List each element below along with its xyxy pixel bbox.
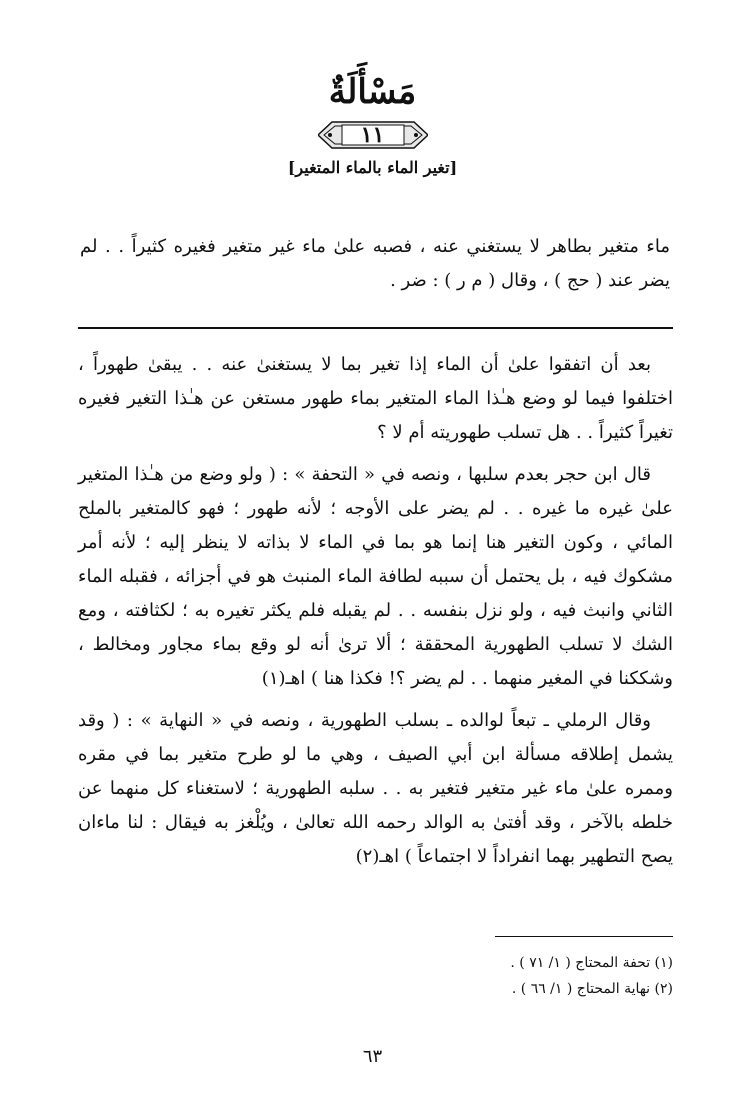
section-calligraphy-title: مَسْأَلَةٌ [328, 72, 417, 112]
commentary-body [78, 348, 673, 882]
issue-statement: ماء متغير بطاهر لا يستغني عنه ، فصبه علىٰ ماء غير متغير فغيره كثيراً . . لم يضر عند ( حج ) ، وقال ( م ر ) : ضر . [80, 236, 670, 291]
paragraph: وقال الرملي ـ تبعاً لوالده ـ بسلب الطهورية ، ونصه في « النهاية » : ( وقد يشمل إطلاقه مسألة ابن أبي الصيف ، وهي ما لو طرح متغير بما في مقره وممره علىٰ ماء غير متغير فتغير به . . سلبه الطهورية ؛ لاستغناء كل منهما عن خلطه بالآخر ، وقد أفتىٰ به الوالد رحمه الله تعالىٰ ، ويُلْغز به فيقال : لنا ماءان يصح التطهير بهما انفراداً لا اجتماعاً ) اهـ(٢) [78, 710, 673, 867]
page-number: ٦٣ [362, 1046, 383, 1067]
footnote: (١) تحفة المحتاج ( ١/ ٧١ ) . [510, 955, 673, 971]
ornamental-number-frame [318, 118, 428, 152]
paragraph: قال ابن حجر بعدم سلبها ، ونصه في « التحفة » : ( ولو وضع من هـٰذا المتغير علىٰ غيره ما غيره . . لم يضر على الأوجه ؛ لأنه طهور ؛ فهو كالمتغير بالملح المائي ، وكون التغير هنا إنما هو بما في الماء لا بذاته لا ينظر إليه ؛ لأنه أمر مشكوك فيه ، بل يحتمل أن سببه لطافة الماء المنبث هو في أجزائه ، فقبله الماء الثاني وانبث فيه ، ولو نزل بنفسه . . لم يقبله فلم يكثر تغيره به ؛ لكثافته ، ومع الشك لا تسلب الطهورية المحققة ؛ ألا ترىٰ أنه لو وقع بماء مجاور ومخالط ، وشككنا في المغير منهما . . لم يضر ؟! فكذا هنا ) اهـ(١) [78, 464, 673, 689]
footnote: (٢) نهاية المحتاج ( ١/ ٦٦ ) . [511, 981, 673, 997]
paragraph: بعد أن اتفقوا علىٰ أن الماء إذا تغير بما لا يستغنىٰ عنه . . يبقىٰ طهوراً ، اختلفوا فيما لو وضع هـٰذا الماء المتغير بماء طهور مستغن عن هـٰذا التغير فغيره تغيراً كثيراً . . هل تسلب طهوريته أم لا ؟ [78, 354, 673, 443]
footnotes [78, 950, 673, 1002]
footnote-divider [495, 936, 673, 937]
issue-subtitle: [تغير الماء بالماء المتغير] [287, 158, 458, 177]
header [0, 72, 745, 177]
divider [78, 327, 673, 329]
issue-number: ١١ [360, 122, 385, 148]
